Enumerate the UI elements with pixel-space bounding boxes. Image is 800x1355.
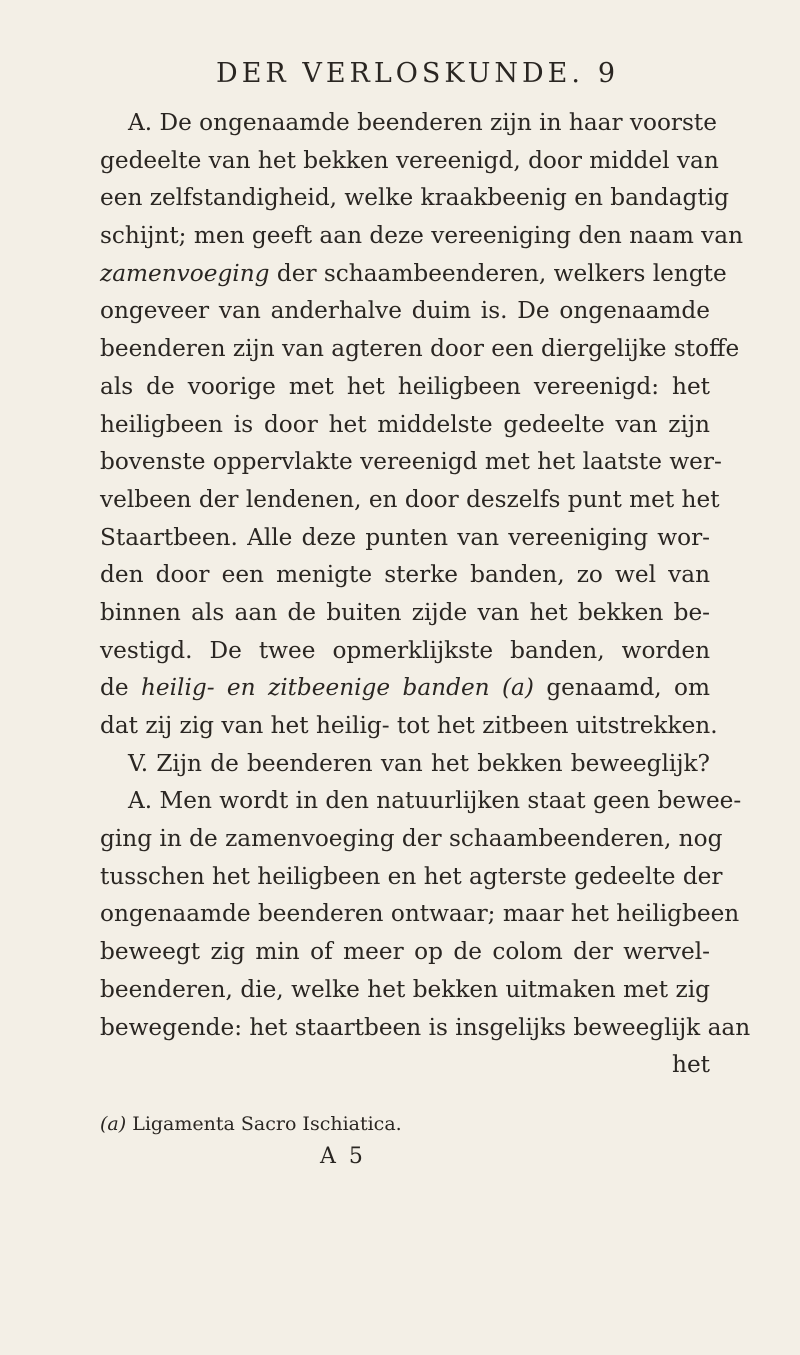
text-line: bewegende: het staartbeen is insgelijks beweeglijk aan: [100, 1013, 751, 1041]
text-line: beenderen, die, welke het bekken uitmaken met zig: [100, 975, 710, 1003]
footnote-mark: (a): [100, 1113, 127, 1135]
text-line: V. Zijn de beenderen van het bekken beweeglijk?: [128, 749, 710, 777]
text-line: [100, 255, 727, 293]
text-line: ging in de zamenvoeging der schaambeenderen, nog: [100, 825, 723, 853]
text-line: Staartbeen. Alle deze punten van vereeniging wor-: [100, 523, 710, 551]
text-line: beweegt zig min of meer op de colom der wervel-: [100, 938, 710, 966]
italic-term: zamenvoeging: [100, 259, 270, 287]
text-line: als de voorige met het heiligbeen vereenigd: het: [100, 372, 710, 400]
text-line: [100, 669, 710, 707]
text-segment: der schaambeenderen, welkers lengte: [276, 259, 727, 287]
text-line: velbeen der lendenen, en door deszelfs punt met het: [100, 485, 720, 513]
text-segment: genaamd, om: [546, 674, 711, 702]
text-line: vestigd. De twee opmerklijkste banden, worden: [100, 636, 710, 664]
text-line: schijnt; men geeft aan deze vereeniging den naam van: [100, 222, 744, 250]
text-line: bovenste oppervlakte vereenigd met het laatste wer-: [100, 448, 722, 476]
text-line: dat zij zig van het heilig- tot het zitbeen uitstrekken.: [100, 712, 718, 739]
text-line: ongeveer van anderhalve duim is. De ongenaamde: [100, 297, 710, 325]
footnote: [100, 1113, 402, 1135]
body-text: [100, 104, 751, 1084]
running-title: DER VERLOSKUNDE.: [216, 58, 584, 89]
signature-mark: A 5: [320, 1144, 366, 1169]
text-line: tusschen het heiligbeen en het agterste gedeelte der: [100, 862, 723, 890]
text-line: heiligbeen is door het middelste gedeelte van zijn: [100, 410, 710, 438]
text-line: A. De ongenaamde beenderen zijn in haar voorste: [128, 109, 717, 136]
footnote-text: Ligamenta Sacro Ischiatica.: [132, 1113, 402, 1135]
text-line: beenderen zijn van agteren door een diergelijke stoffe: [100, 335, 740, 363]
text-line: ongenaamde beenderen ontwaar; maar het heiligbeen: [100, 900, 740, 928]
italic-term: heilig- en zitbeenige banden: [140, 674, 490, 702]
text-line: gedeelte van het bekken vereenigd, door middel van: [100, 146, 719, 174]
catchword: het: [672, 1051, 710, 1079]
text-segment: de: [100, 674, 129, 702]
text-line: den door een menigte sterke banden, zo wel van: [100, 561, 710, 589]
text-line: binnen als aan de buiten zijde van het bekken be-: [100, 598, 710, 626]
text-line: A. Men wordt in den natuurlijken staat geen bewee-: [128, 787, 742, 815]
text-line: een zelfstandigheid, welke kraakbeenig en bandagtig: [100, 184, 729, 212]
page-number: 9: [597, 58, 615, 89]
footnote-reference: (a): [502, 674, 534, 702]
running-header: [0, 58, 800, 89]
